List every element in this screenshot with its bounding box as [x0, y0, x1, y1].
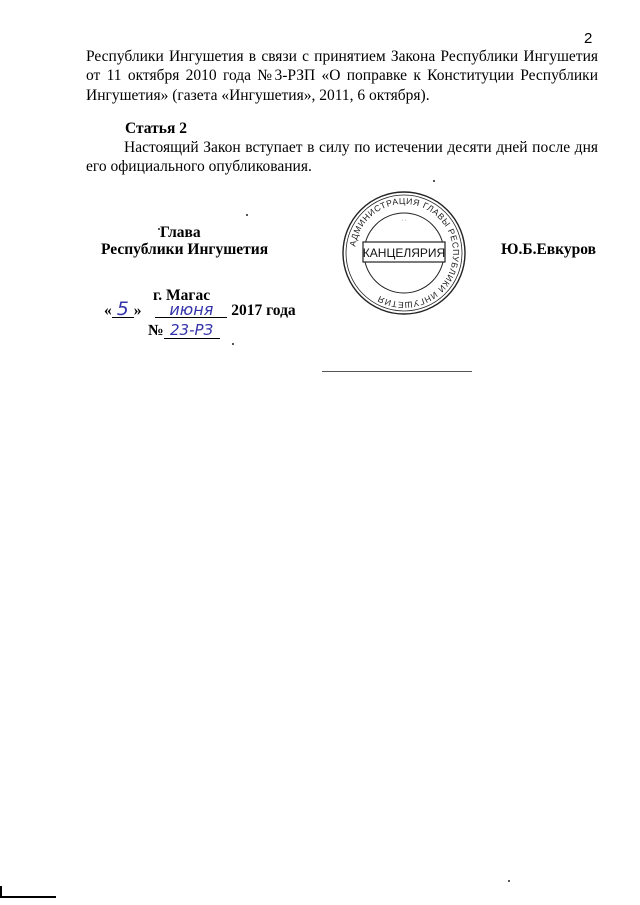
svg-text:· ·: · ·	[401, 218, 407, 224]
date-quote-open: «	[104, 302, 112, 319]
place-of-signing: г. Магас	[153, 287, 211, 304]
date-quote-close: »	[133, 302, 142, 319]
page-number: 2	[584, 30, 593, 47]
law-number-handwritten: 23-РЗ	[164, 323, 220, 339]
scan-speck	[158, 228, 160, 230]
signatory-title-line1: Глава	[160, 224, 201, 241]
article-2-text: Настоящий Закон вступает в силу по истечении десяти дней после дня его официального опубликования.	[86, 139, 598, 176]
signature-underline	[322, 371, 472, 372]
date-month-handwritten: июня	[155, 302, 227, 318]
date-line	[104, 298, 296, 320]
office-stamp	[341, 190, 467, 316]
scan-edge-mark	[0, 896, 56, 898]
signatory-title-line2: Республики Ингушетия	[101, 241, 269, 258]
date-year: 2017 года	[231, 302, 296, 319]
stamp-center-text: КАНЦЕЛЯРИЯ	[362, 246, 446, 260]
paragraph-1: Республики Ингушетия в связи с принятием Закона Республики Ингушетия от 11 октября 2010 года №3-РЗП «О поправке к Конституции Республики Ингушетия» (газета «Ингушетия», 2011, 6 октября).	[86, 48, 598, 104]
stamp-ring-text: АДМИНИСТРАЦИЯ ГЛАВЫ РЕСПУБЛИКИ ИНГУШЕТИЯ	[347, 195, 462, 311]
scan-speck	[246, 214, 248, 216]
signatory-name: Ю.Б.Евкуров	[501, 241, 596, 258]
date-day-handwritten: 5	[112, 302, 134, 318]
scan-speck	[433, 180, 435, 182]
scan-speck	[508, 880, 510, 882]
number-label: №	[148, 322, 164, 339]
scan-edge-mark	[0, 886, 2, 898]
law-number-line	[148, 322, 220, 340]
scan-speck	[232, 343, 234, 345]
article-2-heading: Статья 2	[125, 120, 187, 137]
